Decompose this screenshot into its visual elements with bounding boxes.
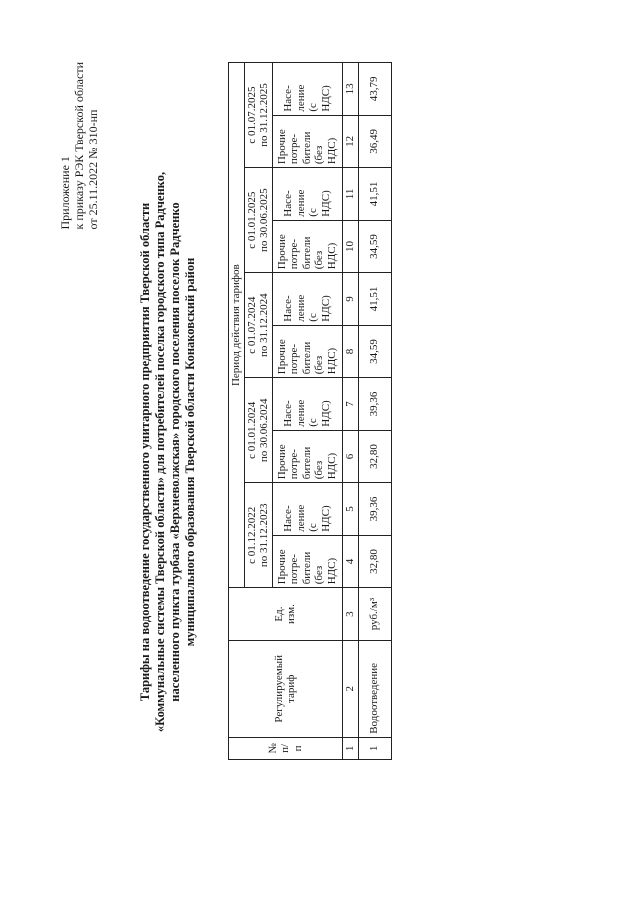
title-line-3: населенного пункта турбаза «Верхневолжская» городского поселения поселок Радченко [168,202,182,702]
sub-other-1: Прочие потре- бители (без НДС) [272,535,342,588]
header-unit: Ед. изм. [229,588,343,641]
sub-population-3: Насе- ление (с НДС) [272,273,342,326]
header-no: № п/ п [229,737,343,759]
table-row [358,63,391,760]
row-tariff: Водоотведение [358,640,391,737]
appendix-note [58,62,100,229]
period-1: с 01.12.2022 по 31.12.2023 [244,483,272,588]
index-cell: 7 [342,378,358,431]
value-cell: 32,80 [358,430,391,483]
index-cell: 12 [342,115,358,168]
row-unit: руб./м³ [358,588,391,641]
sub-population-5: Насе- ление (с НДС) [272,63,342,116]
document-title [138,62,198,842]
index-cell: 13 [342,63,358,116]
appendix-line-1: Приложение 1 [58,156,72,230]
value-cell: 41,51 [358,273,391,326]
title-line-2: «Коммунальные системы Тверской области» для потребителей поселка городского типа Радченко, [153,171,167,733]
rotated-page [50,62,590,842]
index-cell: 9 [342,273,358,326]
index-cell: 4 [342,535,358,588]
header-period: Период действия тарифов [229,63,245,588]
row-no: 1 [358,737,391,759]
sub-population-1: Насе- ление (с НДС) [272,483,342,536]
index-cell: 6 [342,430,358,483]
index-cell: 8 [342,325,358,378]
index-cell: 1 [342,737,358,759]
value-cell: 43,79 [358,63,391,116]
page-content [50,62,590,842]
value-cell: 39,36 [358,483,391,536]
header-tariff: Регулируемый тариф [229,640,343,737]
value-cell: 41,51 [358,168,391,221]
appendix-line-3: от 25.11.2022 № 310-нп [86,109,100,230]
appendix-line-2: к приказу РЭК Тверской области [72,62,86,230]
index-cell: 11 [342,168,358,221]
title-line-1: Тарифы на водоотведение государственного унитарного предприятия Тверской области [138,202,152,702]
value-cell: 39,36 [358,378,391,431]
sub-other-5: Прочие потре- бители (без НДС) [272,115,342,168]
index-cell: 10 [342,220,358,273]
index-cell: 3 [342,588,358,641]
sub-population-2: Насе- ление (с НДС) [272,378,342,431]
period-5: с 01.07.2025 по 31.12.2025 [244,63,272,168]
sub-population-4: Насе- ление (с НДС) [272,168,342,221]
sub-other-4: Прочие потре- бители (без НДС) [272,220,342,273]
value-cell: 32,80 [358,535,391,588]
sub-other-2: Прочие потре- бители (без НДС) [272,430,342,483]
tariff-table [228,62,392,760]
period-3: с 01.07.2024 по 31.12.2024 [244,273,272,378]
value-cell: 34,59 [358,325,391,378]
value-cell: 34,59 [358,220,391,273]
sub-other-3: Прочие потре- бители (без НДС) [272,325,342,378]
period-2: с 01.01.2024 по 30.06.2024 [244,378,272,483]
index-cell: 2 [342,640,358,737]
value-cell: 36,49 [358,115,391,168]
column-index-row [342,63,358,760]
title-line-4: муниципального образования Тверской области Конаковский район [183,257,197,647]
index-cell: 5 [342,483,358,536]
period-4: с 01.01.2025 по 30.06.2025 [244,168,272,273]
